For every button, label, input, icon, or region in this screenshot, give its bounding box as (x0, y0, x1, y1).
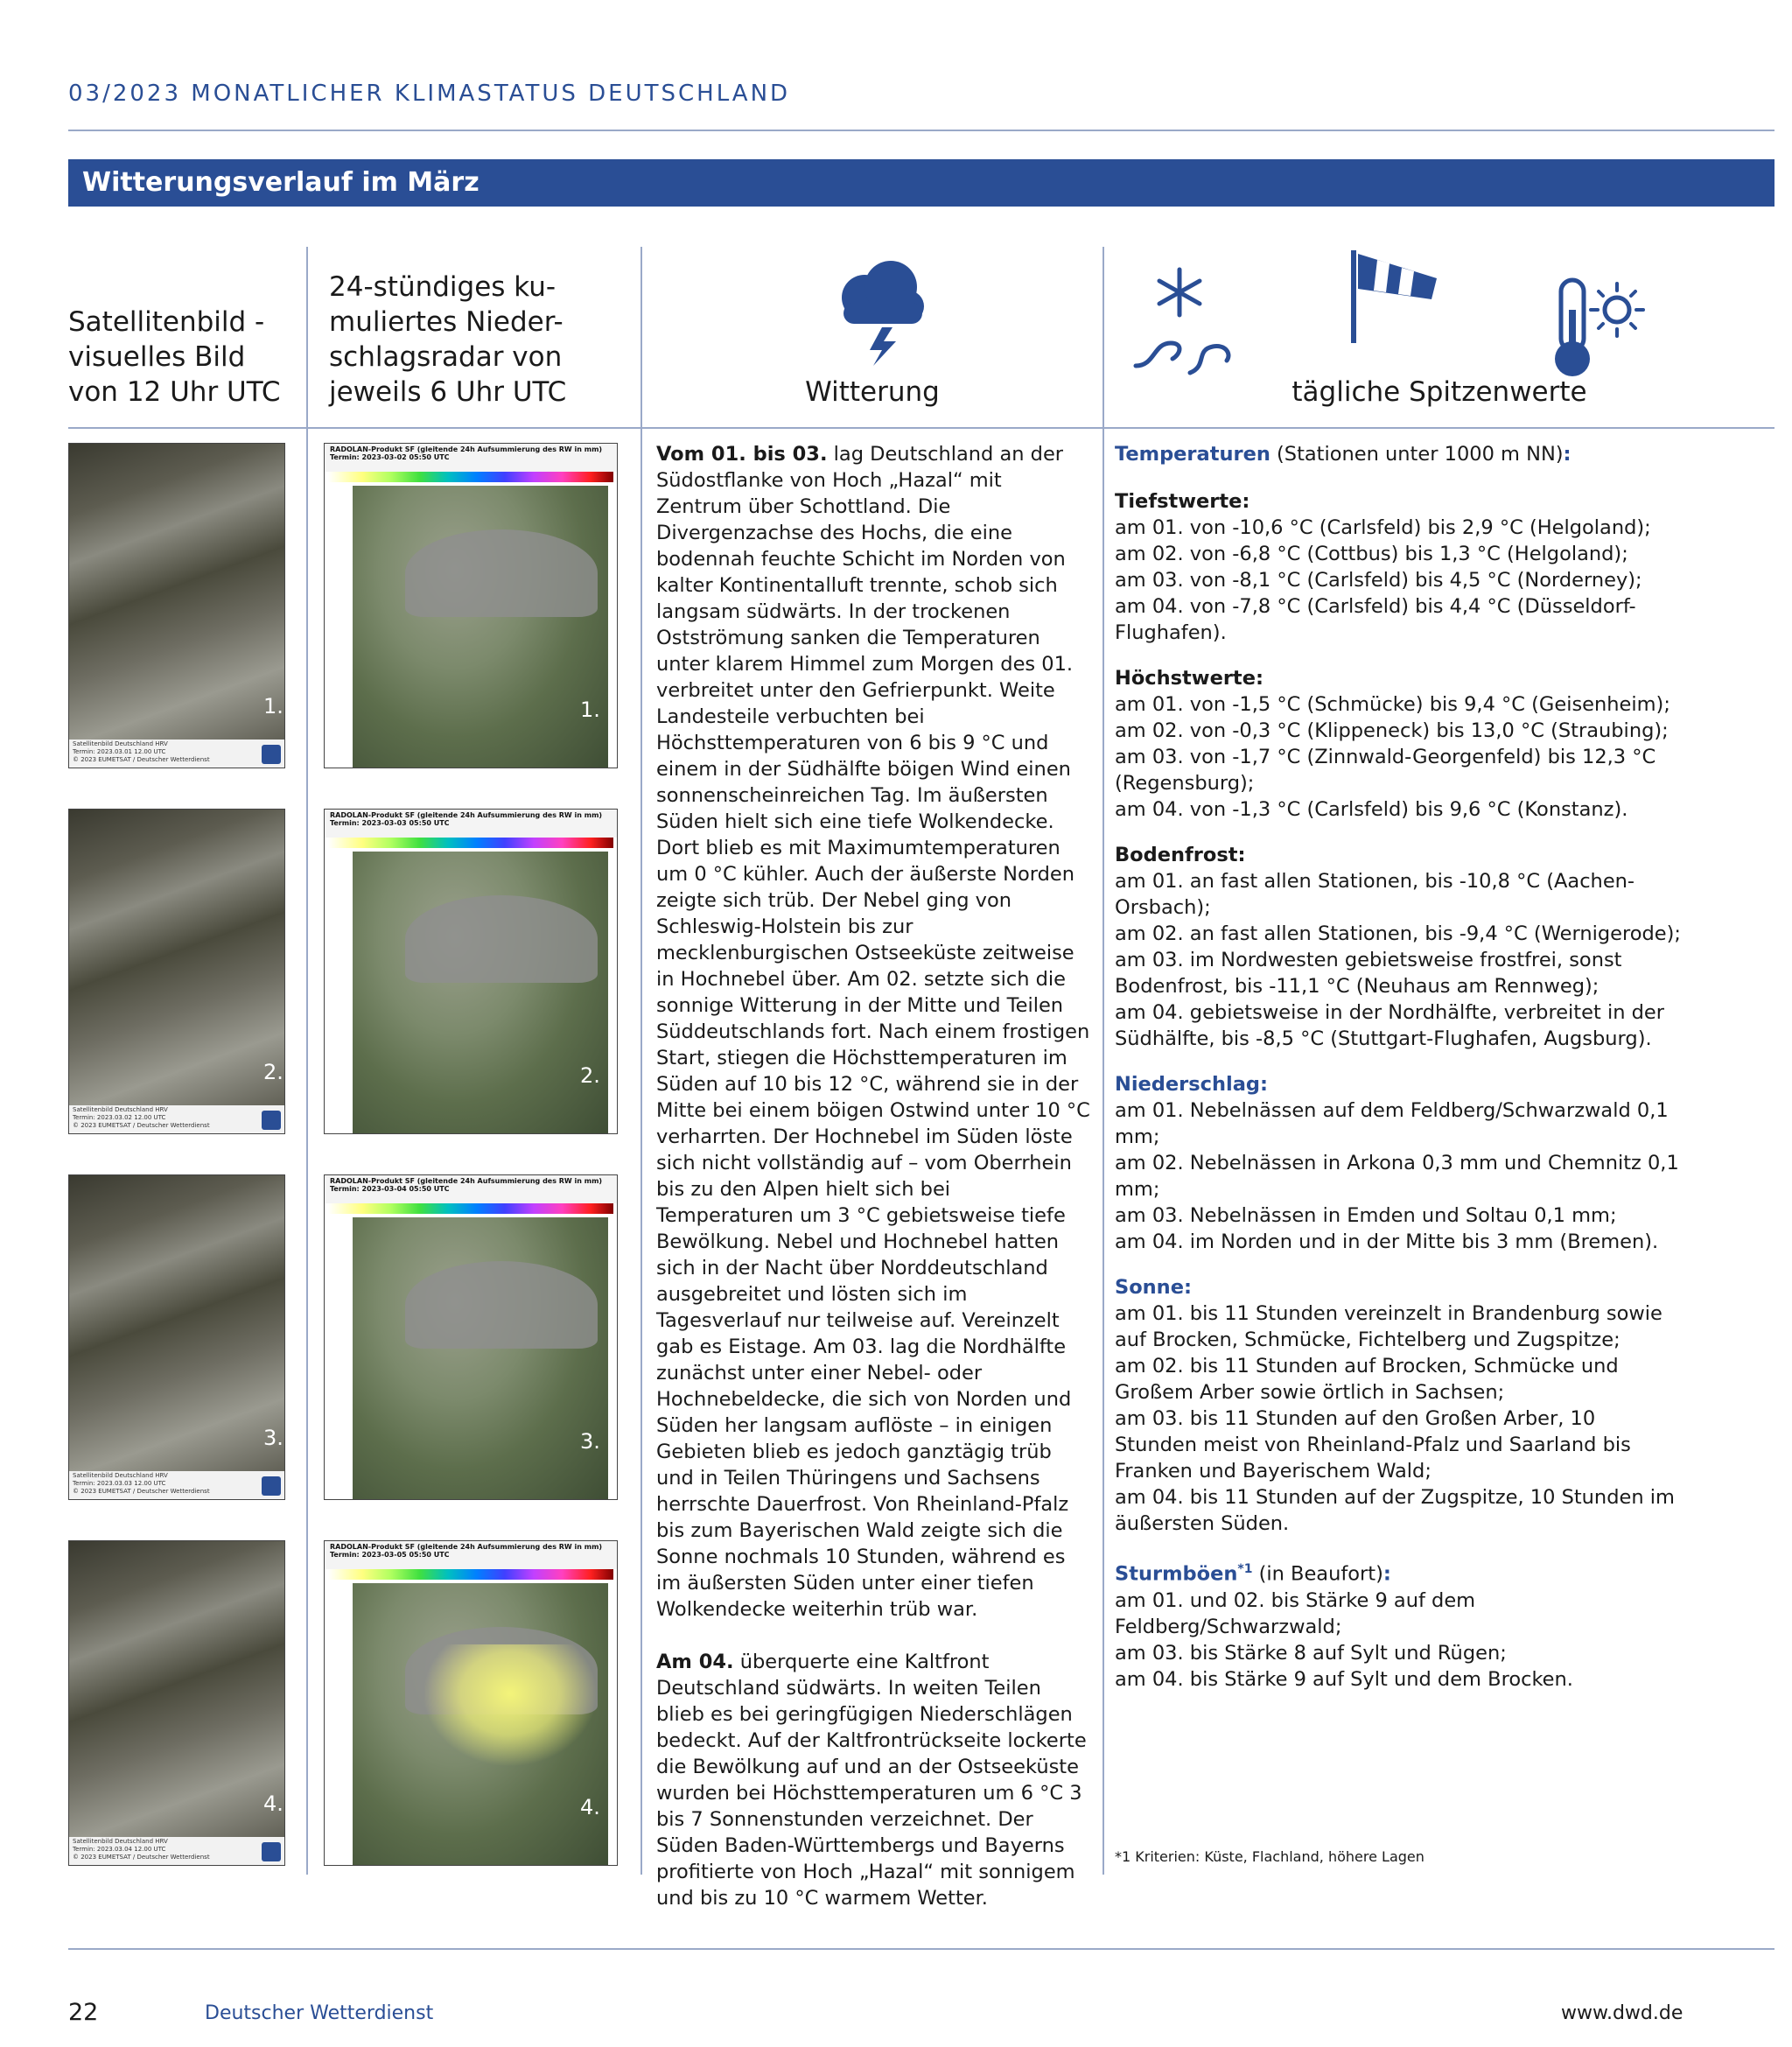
precipitation-scale (328, 472, 613, 482)
niederschlag-heading: Niederschlag: (1115, 1073, 1269, 1096)
image-caption: Satellitenbild Deutschland HRV Termin: 2023.03.01 12.00 UTC © 2023 EUMETSAT / Deutscher Wetterdienst (73, 740, 210, 763)
radar-image-4 (324, 1540, 618, 1866)
image-number: 4. (263, 1791, 284, 1816)
satellite-column-heading: Satellitenbild - visuelles Bild von 12 Uhr UTC (68, 306, 281, 408)
sturmboeen-heading: Sturmböen$^{*1}$ (in Beaufort): (1115, 1562, 1391, 1586)
image-number: 1. (580, 698, 600, 722)
image-number: 2. (263, 1060, 284, 1084)
thermometer-sun-icon (1549, 275, 1645, 380)
sonne-heading: Sonne: (1115, 1276, 1192, 1299)
image-caption: Satellitenbild Deutschland HRV Termin: 2023.03.02 12.00 UTC © 2023 EUMETSAT / Deutscher Wetterdienst (73, 1106, 210, 1129)
radar-map (353, 852, 608, 1133)
section-banner: Witterungsverlauf im März (68, 159, 1774, 207)
column-divider (1102, 247, 1104, 1875)
image-caption: Satellitenbild Deutschland HRV Termin: 2023.03.04 12.00 UTC © 2023 EUMETSAT / Deutscher Wetterdienst (73, 1838, 210, 1861)
footer-organization: Deutscher Wetterdienst (205, 2002, 434, 2024)
radar-map (353, 1583, 608, 1865)
image-number: 3. (263, 1426, 284, 1450)
radar-map (353, 486, 608, 768)
extremes-list: Temperaturen (Stationen unter 1000 m NN): Tiefstwerte: am 01. von -10,6 °C (Carlsfeld) bis 2,9 °C (Helgoland); am 02. von -6,8 °C (Cottbus) bis 1,3 °C (Helgoland); am 03. von -8,1 °C (Carlsfeld) bis 4,5 °C (Norderney); am 04. von -7,8 °C (Carlsfeld) bis 4,4 °C (Düsseldorf-Flughafen). Höchstwerte: am 01. von -1,5 °C (Schmücke) bis 9,4 °C (Geisenheim); am 02. von -0,3 °C (Klippeneck) bis 13,0 °C (Straubing); am 03. von -1,7 °C (Zinnwald-Georgenfeld) bis 12,3 °C (Regensburg); am 04. von -1,3 °C (Carlsfeld) bis 9,6 °C (Konstanz). Bodenfrost: am 01. an fast allen Stationen, bis -10,8 °C (Aachen-Orsbach); am 02. an fast allen Stationen, bis -9,4 °C (Wernigerode); am 03. im Nordwesten gebietsweise frostfrei, sonst Bodenfrost, bis -11,1 °C (Neuhaus am Rennweg); am 04. gebietsweise in der Nordhälfte, verbreitet in der Südhälfte, bis -8,5 °C (Stuttgart-Flughafen, Augsburg). Niederschlag: am 01. Nebelnässen auf dem Feldberg/Schwarzwald 0,1 mm; am 02. Nebelnässen in Arkona 0,3 mm und Chemnitz 0,1 mm; am 03. Nebelnässen in Emden und Soltau 0,1 mm; am 04. im Norden und in der Mitte bis 3 mm (Bremen). Sonne: am 01. bis 11 Stunden vereinzelt in Brandenburg sowie auf Brocken, Schmücke, Fichtelberg und Zugspitze; am 02. bis 11 Stunden auf Brocken, Schmücke und Großem Arber sowie örtlich in Sachsen; am 03. bis 11 Stunden auf den Großen Arber, 10 Stunden meist von Rheinland-Pfalz und Saarland bis Franken und Bayerischem Wald; am 04. bis 11 Stunden auf der Zugspitze, 10 Stunden im äußersten Süden. Sturmböen$^{*1}$ (in Beaufort): am 01. und 02. bis Stärke 9 auf dem Feldberg/Schwarzwald; am 03. bis Stärke 8 auf Sylt und Rügen; am 04. bis Stärke 9 auf Sylt und dem Brocken. (1115, 441, 1684, 1693)
dwd-logo-icon (262, 1111, 281, 1130)
column-header-rule (68, 427, 1774, 429)
radar-title: RADOLAN-Produkt SF (gleitende 24h Aufsummierung des RW in mm) Termin: 2023-03-04 05:50 UTC (330, 1177, 603, 1193)
image-caption: Satellitenbild Deutschland HRV Termin: 2023.03.03 12.00 UTC © 2023 EUMETSAT / Deutscher Wetterdienst (73, 1472, 210, 1495)
narrative-paragraph: Vom 01. bis 03. lag Deutschland an der Südostflanke von Hoch „Hazal“ mit Zentrum über Schottland. Die Divergenzachse des Hochs, die eine bodennah feuchte Schicht im Norden von kalter Kontinentalluft trennte, schob sich langsam südwärts. In der trockenen Ostströmung sanken die Temperaturen unter klarem Himmel zum Morgen des 01. verbreitet unter den Gefrierpunkt. Weite Landesteile verbuchten bei Höchsttemperaturen von 6 bis 9 °C und einem in der Südhälfte böigen Wind einen sonnenscheinreichen Tag. Im äußersten Süden hielt sich eine tiefe Wolkendecke. Dort blieb es mit Maximumtemperaturen um 0 °C kühler. Auch der äußerste Norden zeigte sich trüb. Der Nebel ging von Schleswig-Holstein bis zur mecklenburgischen Ostseeküste zeitweise in Hochnebel über. Am 02. setzte sich die sonnige Witterung in der Mitte und Teilen Süddeutschlands fort. Nach einem frostigen Start, stiegen die Höchsttemperaturen im Süden auf 10 bis 12 °C, während sie in der Mitte bei einem böigen Ostwind unter 10 °C verharrten. Der Hochnebel im Süden löste sich nicht vollständig auf – vom Oberrhein bis zu den Alpen hielt sich bei Temperaturen um 3 °C gebietsweise tiefe Bewölkung. Nebel und Hochnebel hatten sich in der Nacht über Norddeutschland ausgebreitet und lösten sich im Tagesverlauf nur teilweise auf. Vereinzelt gab es Eistage. Am 03. lag die Nordhälfte zunächst unter einer Nebel- oder Hochnebeldecke, die sich von Norden und Süden her langsam auflöste – in einigen Gebieten blieb es jedoch ganztägig trüb und in Teilen Thüringens und Sachsens herrschte Dauerfrost. Von Rheinland-Pfalz bis zum Bayerischen Wald zeigte sich die Sonne nochmals 10 Stunden, während es im äußersten Süden unter einer tiefen Wolkendecke weiterhin trüb war. (656, 443, 1090, 1621)
hoechstwerte-heading: Höchstwerte: (1115, 667, 1264, 690)
page-header-title: 03/2023 MONATLICHER KLIMASTATUS DEUTSCHLAND (68, 81, 791, 107)
dwd-logo-icon (262, 1842, 281, 1861)
radar-image-1 (324, 443, 618, 768)
radar-map (353, 1217, 608, 1499)
radar-title: RADOLAN-Produkt SF (gleitende 24h Aufsummierung des RW in mm) Termin: 2023-03-03 05:50 UTC (330, 811, 603, 827)
precipitation-scale (328, 1569, 613, 1580)
page-number: 22 (68, 1999, 99, 2026)
cloud-lightning-icon (831, 252, 928, 366)
footer-rule (68, 1948, 1774, 1950)
image-number: 3. (580, 1429, 600, 1454)
satellite-image-1 (68, 443, 285, 768)
weather-column-heading: Witterung (805, 376, 940, 408)
image-number: 2. (580, 1063, 600, 1088)
radar-image-3 (324, 1174, 618, 1500)
dwd-logo-icon (262, 1476, 281, 1496)
precipitation-scale (328, 838, 613, 848)
image-number: 1. (263, 694, 284, 719)
extremes-column-heading: tägliche Spitzenwerte (1292, 376, 1587, 408)
narrative-paragraph: Am 04. überquerte eine Kaltfront Deutschland südwärts. In weiten Teilen blieb es bei geringfügigen Niederschlägen bedeckt. Auf der Kaltfrontrückseite lockerte die Bewölkung auf und an der Ostseeküste wurden bei Höchsttemperaturen um 6 °C 3 bis 7 Sonnenstunden verzeichnet. Der Süden Baden-Württembergs und Bayerns profitierte von Hoch „Hazal“ mit sonnigem und bis zu 10 °C warmem Wetter. (656, 1651, 1087, 1910)
tiefstwerte-heading: Tiefstwerte: (1115, 490, 1250, 513)
snow-road-icon (1129, 263, 1238, 376)
bodenfrost-heading: Bodenfrost: (1115, 844, 1246, 866)
footer-url[interactable]: www.dwd.de (1561, 2002, 1684, 2024)
radar-image-2 (324, 809, 618, 1134)
radar-column-heading: 24-stündiges ku- muliertes Nieder- schlagsradar von jeweils 6 Uhr UTC (329, 271, 567, 408)
image-number: 4. (580, 1795, 600, 1819)
weather-narrative (656, 441, 1090, 1911)
column-divider (640, 247, 642, 1875)
satellite-image-2 (68, 809, 285, 1134)
header-rule (68, 130, 1774, 131)
radar-title: RADOLAN-Produkt SF (gleitende 24h Aufsummierung des RW in mm) Termin: 2023-03-05 05:50 UTC (330, 1543, 603, 1559)
radar-title: RADOLAN-Produkt SF (gleitende 24h Aufsummierung des RW in mm) Termin: 2023-03-02 05:50 UTC (330, 445, 603, 461)
footnote: *1 Kriterien: Küste, Flachland, höhere Lagen (1115, 1848, 1424, 1865)
column-divider (306, 247, 308, 1875)
satellite-image-4 (68, 1540, 285, 1866)
dwd-logo-icon (262, 745, 281, 764)
windsock-icon (1348, 249, 1444, 345)
temperature-heading: Temperaturen (Stationen unter 1000 m NN): (1115, 443, 1572, 466)
precipitation-scale (328, 1203, 613, 1214)
satellite-image-3 (68, 1174, 285, 1500)
